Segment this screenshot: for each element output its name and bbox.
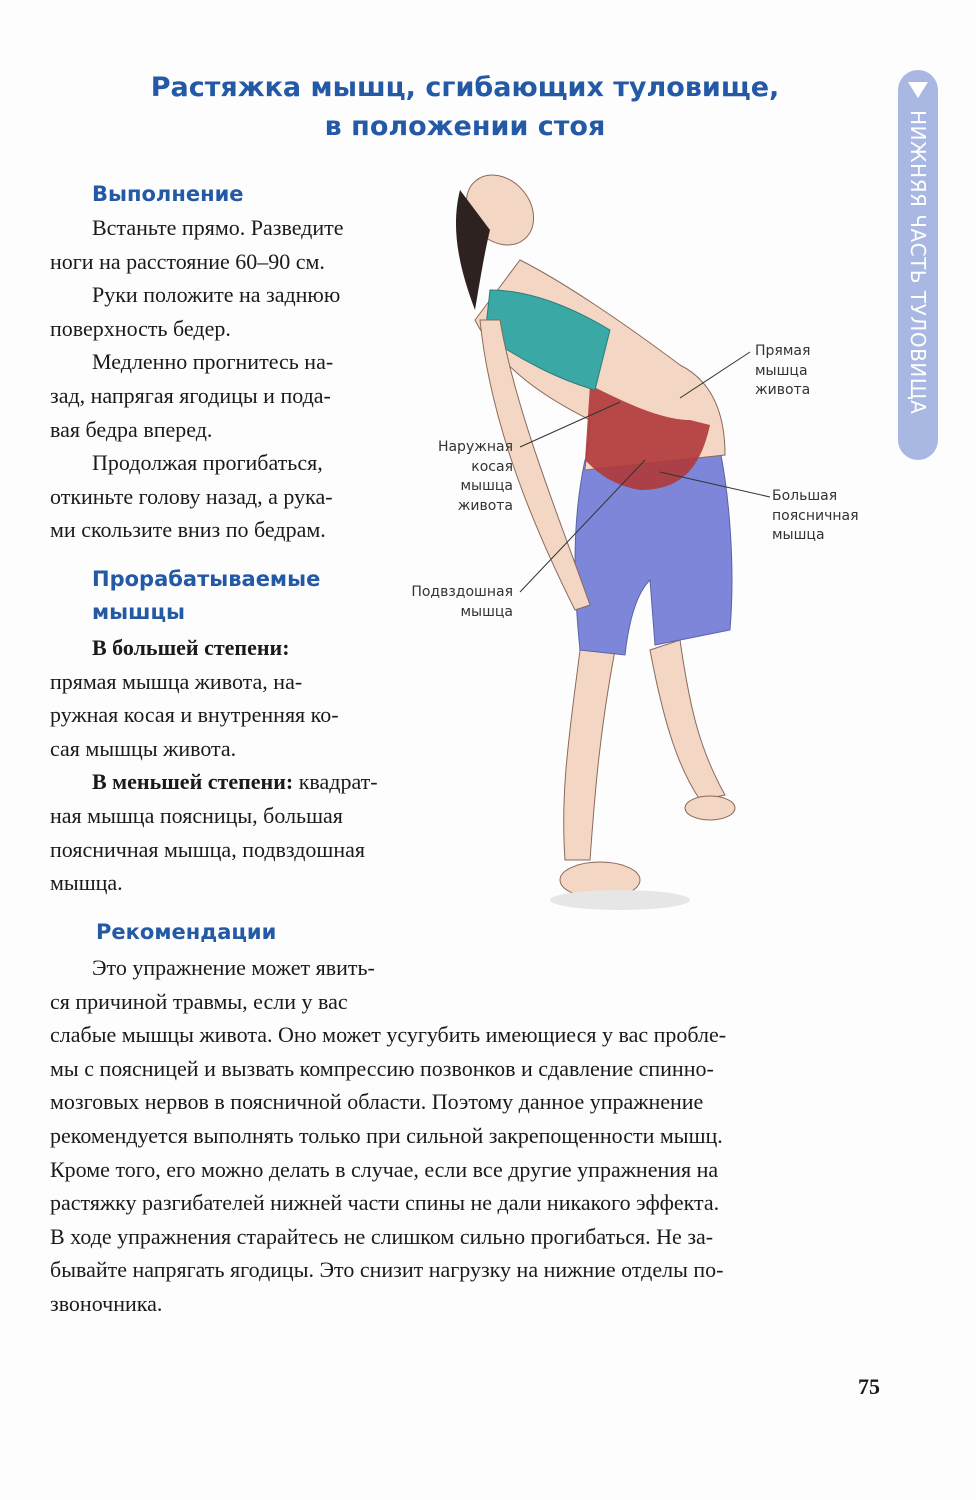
text-line: зад, напрягая ягодицы и пода- xyxy=(50,382,331,408)
text-line: рекомендуется выполнять только при сильной закрепощенности мышц. xyxy=(50,1122,723,1148)
label-line: Большая xyxy=(772,488,838,504)
label-line: Прямая xyxy=(755,343,811,359)
foot-right xyxy=(685,796,735,820)
text-line: мышца. xyxy=(50,870,123,896)
text-line: Встаньте прямо. Разведите xyxy=(92,215,344,240)
text-line: сая мышцы живота. xyxy=(50,735,237,761)
label-line: мышца xyxy=(460,603,513,620)
text-line: Это упражнение может явить- xyxy=(92,955,375,980)
title-line: в положении стоя xyxy=(324,111,606,142)
label-external-oblique xyxy=(400,438,513,516)
label-psoas-major xyxy=(772,487,859,546)
label-line: косая xyxy=(471,458,513,475)
text-line: бывайте напрягать ягодицы. Это снизит нагрузку на нижние отделы по- xyxy=(50,1257,724,1283)
stretch-illustration xyxy=(380,170,780,930)
leg-left xyxy=(564,650,615,860)
text-line: мы с поясницей и вызвать компрессию позвонков и сдавление спинно- xyxy=(50,1055,714,1081)
page-title xyxy=(60,68,870,146)
text-line: откиньте голову назад, а рука- xyxy=(50,483,333,509)
label-line: мышца xyxy=(772,527,825,543)
muscles-heading xyxy=(92,563,320,629)
label-line: Подвздошная xyxy=(411,584,513,600)
label-iliacus xyxy=(380,583,513,622)
leg-right xyxy=(650,640,725,800)
section-tab-label: НИЖНЯЯ ЧАСТЬ ТУЛОВИЩА xyxy=(906,110,930,415)
label-rectus-abdominis xyxy=(755,342,810,401)
text-line: растяжку разгибателей нижней части спины не дали никакого эффекта. xyxy=(50,1190,720,1216)
text-line: ся причиной травмы, если у вас xyxy=(50,988,348,1014)
text-line: ноги на расстояние 60–90 см. xyxy=(50,248,325,274)
page-number: 75 xyxy=(858,1374,880,1399)
section-tab xyxy=(898,70,938,460)
label-line: мышца xyxy=(755,362,808,379)
recommendations-heading: Рекомендации xyxy=(96,920,277,944)
text-line: ружная косая и внутренняя ко- xyxy=(50,702,339,728)
text-line: поверхность бедер. xyxy=(50,315,231,341)
text-line: ми скользите вниз по бедрам. xyxy=(50,517,326,543)
label-line: мышца xyxy=(460,478,513,494)
text-line: звоночника. xyxy=(50,1290,163,1316)
label-line: поясничная xyxy=(772,507,859,524)
label-line: живота xyxy=(457,497,513,514)
text-line: поясничная мышца, подвздошная xyxy=(50,836,365,862)
label-line: Наружная xyxy=(437,439,513,455)
execution-heading: Выполнение xyxy=(92,182,244,206)
text-line: слабые мышцы живота. Оно может усугубить имеющиеся у вас пробле- xyxy=(50,1022,727,1048)
text-line: ная мышца поясницы, большая xyxy=(50,802,343,828)
text-line: Кроме того, его можно делать в случае, если все другие упражнения на xyxy=(50,1156,719,1182)
title-line: Растяжка мышц, сгибающих туловище, xyxy=(150,72,780,103)
text-line: Медленно прогнитесь на- xyxy=(92,349,334,375)
secondary-label: В меньшей степени: xyxy=(92,769,294,795)
text-line: прямая мышца живота, на- xyxy=(50,668,303,694)
text-line: Продолжая прогибаться, xyxy=(92,450,323,476)
recommendations-text xyxy=(50,951,870,1321)
label-line: живота xyxy=(755,382,811,398)
primary-label: В большей степени: xyxy=(92,635,290,660)
text-line: мозговых нервов в поясничной области. Поэтому данное упражнение xyxy=(50,1089,704,1115)
text-line: вая бедра вперед. xyxy=(50,416,213,442)
execution-text xyxy=(50,211,395,547)
heading-line: Прорабатываемые xyxy=(92,567,321,591)
text-line: Руки положите на заднюю xyxy=(92,282,341,308)
heading-line: мышцы xyxy=(92,600,186,624)
text-line: В ходе упражнения старайтесь не слишком сильно прогибаться. Не за- xyxy=(50,1223,714,1249)
shadow xyxy=(550,890,690,910)
text-line: квадрат- xyxy=(293,769,378,795)
triangle-icon xyxy=(908,82,928,98)
